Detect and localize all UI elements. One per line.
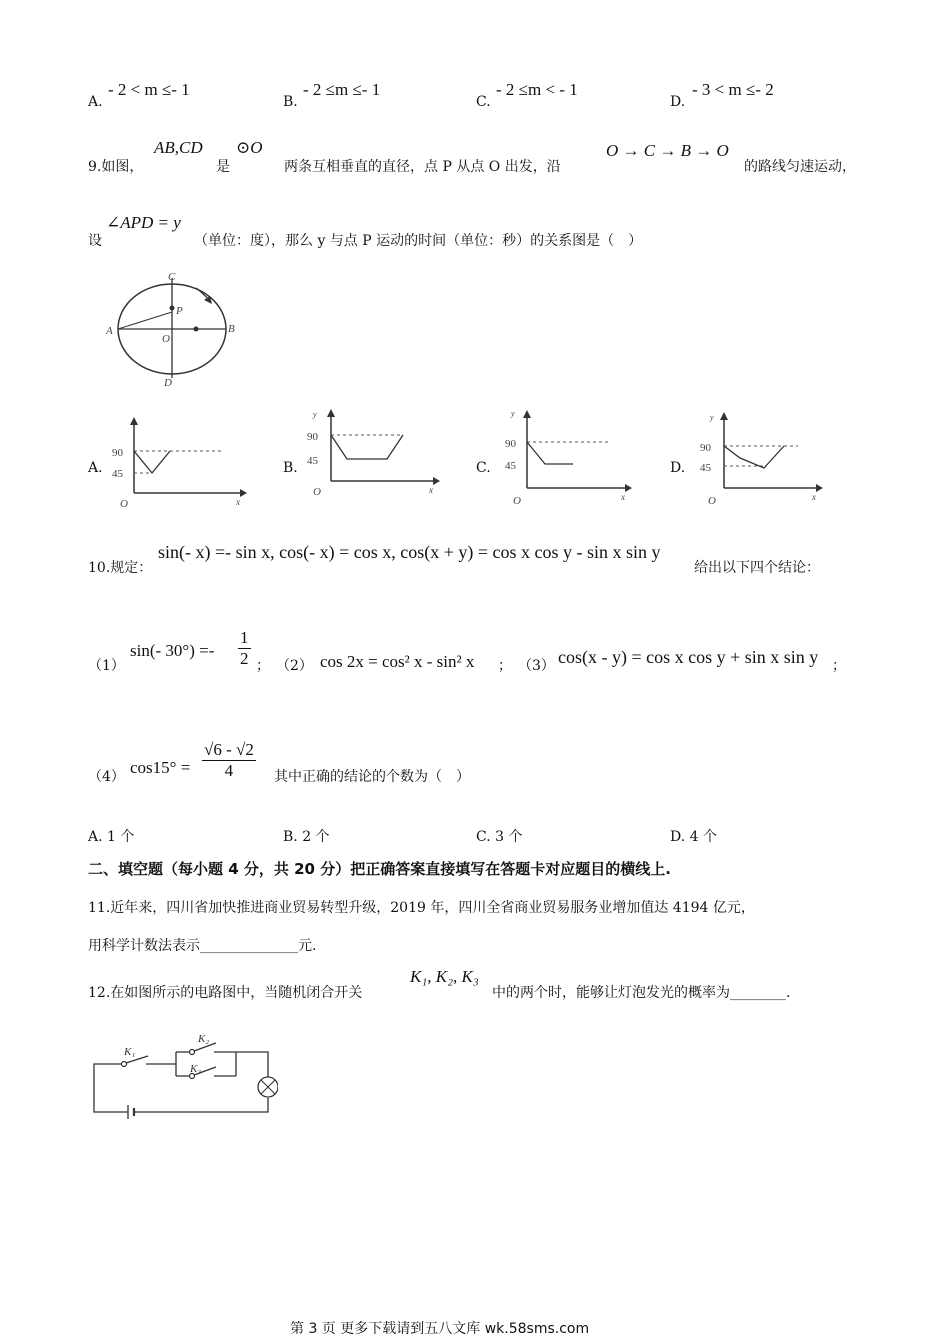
q9-text1: 两条互相垂直的直径，点 P 从点 O 出发，沿 [284, 159, 561, 175]
q10-c3-expr: cos(x - y) = cos x cos y + sin x sin y [558, 647, 819, 667]
q10-option-d: D. 4 个 [670, 829, 717, 845]
q10-c4-num: √6 - √2 [204, 740, 254, 759]
q8-option-d-expr: - 3 < m ≤- 2 [692, 80, 774, 99]
q10-c1-den: 2 [240, 649, 249, 668]
q10-prefix: 10.规定： [88, 560, 153, 576]
wire-left [94, 1064, 128, 1112]
q9-option-b-label: B. [283, 460, 298, 476]
label-x: x [812, 492, 816, 502]
x-arrow-icon [433, 477, 440, 485]
wire-right [236, 1052, 268, 1077]
q8-option-c-expr: - 2 ≤m < - 1 [496, 80, 578, 99]
wire-bottom [134, 1098, 268, 1112]
label-45: 45 [505, 460, 516, 472]
label-90: 90 [700, 442, 711, 454]
q9-graph-b [305, 405, 440, 510]
point-p [170, 306, 175, 311]
q10-option-c: C. 3 个 [476, 829, 523, 845]
label-90: 90 [505, 438, 516, 450]
label-p: P [176, 305, 183, 317]
q10-c4-fraction [202, 740, 256, 781]
page-footer: 第 3 页 更多下载请到五八文库 wk.58sms.com [290, 1321, 590, 1337]
label-o: O [708, 495, 716, 507]
q8-option-a-label: A. [88, 94, 103, 110]
y-arrow-icon [720, 412, 728, 420]
q10-c3-label: （3） [518, 658, 555, 674]
label-o: O [313, 486, 321, 498]
q10-c4-label: （4） [88, 769, 125, 785]
q11-line1: 11.近年来，四川省加快推进商业贸易转型升级，2019 年，四川全省商业贸易服务业增加值达 4194 亿元， [88, 900, 755, 916]
q8-option-b-expr: - 2 ≤m ≤- 1 [303, 80, 381, 99]
label-y: y [710, 413, 714, 422]
q10-c1-label: （1） [88, 658, 125, 674]
q9-circle-o: ⊙O [236, 138, 263, 157]
q9-set: 设 [88, 233, 102, 249]
q9-graph-c [505, 408, 635, 508]
q9-text3: （单位：度），那么 y 与点 P 运动的时间（单位：秒）的关系图是（ ） [194, 233, 643, 249]
x-arrow-icon [816, 484, 823, 492]
q9-prefix: 9.如图， [88, 159, 144, 175]
label-k1: K₁ [124, 1046, 136, 1058]
q12-suffix: 中的两个时，能够让灯泡发光的概率为________. [492, 985, 791, 1001]
label-90: 90 [307, 431, 318, 443]
label-y: y [511, 409, 515, 418]
q9-option-a-label: A. [88, 460, 103, 476]
q9-option-c-label: C. [476, 460, 491, 476]
q10-c1-fraction [238, 628, 251, 669]
label-a: A [106, 325, 113, 337]
q10-c1-num: 1 [240, 628, 249, 647]
q8-option-d-label: D. [670, 94, 686, 110]
label-k3: K₃ [190, 1063, 202, 1075]
q10-suffix: 给出以下四个结论： [694, 560, 820, 576]
q12-circuit-figure [88, 1026, 278, 1121]
q10-c4-den: 4 [224, 761, 234, 780]
q8-option-b-label: B. [283, 94, 298, 110]
label-45: 45 [307, 455, 318, 467]
q10-sep3: ； [832, 658, 846, 674]
label-45: 45 [700, 462, 711, 474]
q11-line2: 用科学计数法表示______________元. [88, 938, 317, 954]
q9-text2: 的路线匀速运动， [744, 159, 856, 175]
y-arrow-icon [523, 410, 531, 418]
label-x: x [429, 485, 433, 495]
q9-graph-d [698, 410, 826, 510]
y-arrow-icon [327, 409, 335, 417]
label-x: x [621, 492, 625, 502]
q12-prefix: 12.在如图所示的电路图中，当随机闭合开关 [88, 985, 363, 1001]
label-90: 90 [112, 447, 123, 459]
q10-c4-suffix: 其中正确的结论的个数为（ ） [274, 769, 470, 785]
q10-rule: sin(- x) =- sin x, cos(- x) = cos x, cos(x + y) = cos x cos y - sin x sin y [158, 542, 661, 562]
q9-circle-figure [100, 268, 250, 390]
q9-is: 是 [216, 159, 230, 175]
label-k2: K₂ [198, 1033, 210, 1045]
q9-path: O → C → B → O [606, 141, 729, 160]
q10-c2-label: （2） [276, 658, 313, 674]
q10-option-b: B. 2 个 [283, 829, 330, 845]
q10-option-a: A. 1 个 [88, 829, 135, 845]
q9-option-d-label: D. [670, 460, 686, 476]
q8-option-a-expr: - 2 < m ≤- 1 [108, 80, 190, 99]
point-on-ob [194, 327, 199, 332]
y-arrow-icon [130, 417, 138, 425]
q10-sep2: ； [498, 658, 512, 674]
q8-option-c-label: C. [476, 94, 491, 110]
q10-sep1: ； [256, 658, 270, 674]
q10-c2-expr: cos 2x = cos² x - sin² x [320, 652, 475, 671]
label-o: O [120, 498, 128, 510]
x-arrow-icon [625, 484, 632, 492]
q9-angle: ∠APD = y [106, 213, 181, 232]
segment-ap [118, 312, 172, 329]
q12-switches: K₁, K₂, K₃ [410, 967, 479, 986]
label-d: D [164, 377, 172, 389]
q9-ab-cd: AB,CD [154, 138, 203, 157]
label-c: C [168, 271, 176, 283]
label-y: y [313, 410, 317, 419]
q10-c1-expr: sin(- 30°) =- [130, 641, 215, 660]
x-arrow-icon [240, 489, 247, 497]
q9-graph-a [112, 415, 247, 510]
label-o: O [162, 333, 170, 345]
label-o: O [513, 495, 521, 507]
label-45: 45 [112, 468, 123, 480]
label-b: B [228, 323, 235, 335]
q10-c4-expr: cos15° = [130, 758, 191, 777]
label-x: x [236, 497, 240, 507]
section2-title: 二、填空题（每小题 4 分，共 20 分）把正确答案直接填写在答题卡对应题目的横线上. [88, 860, 671, 878]
